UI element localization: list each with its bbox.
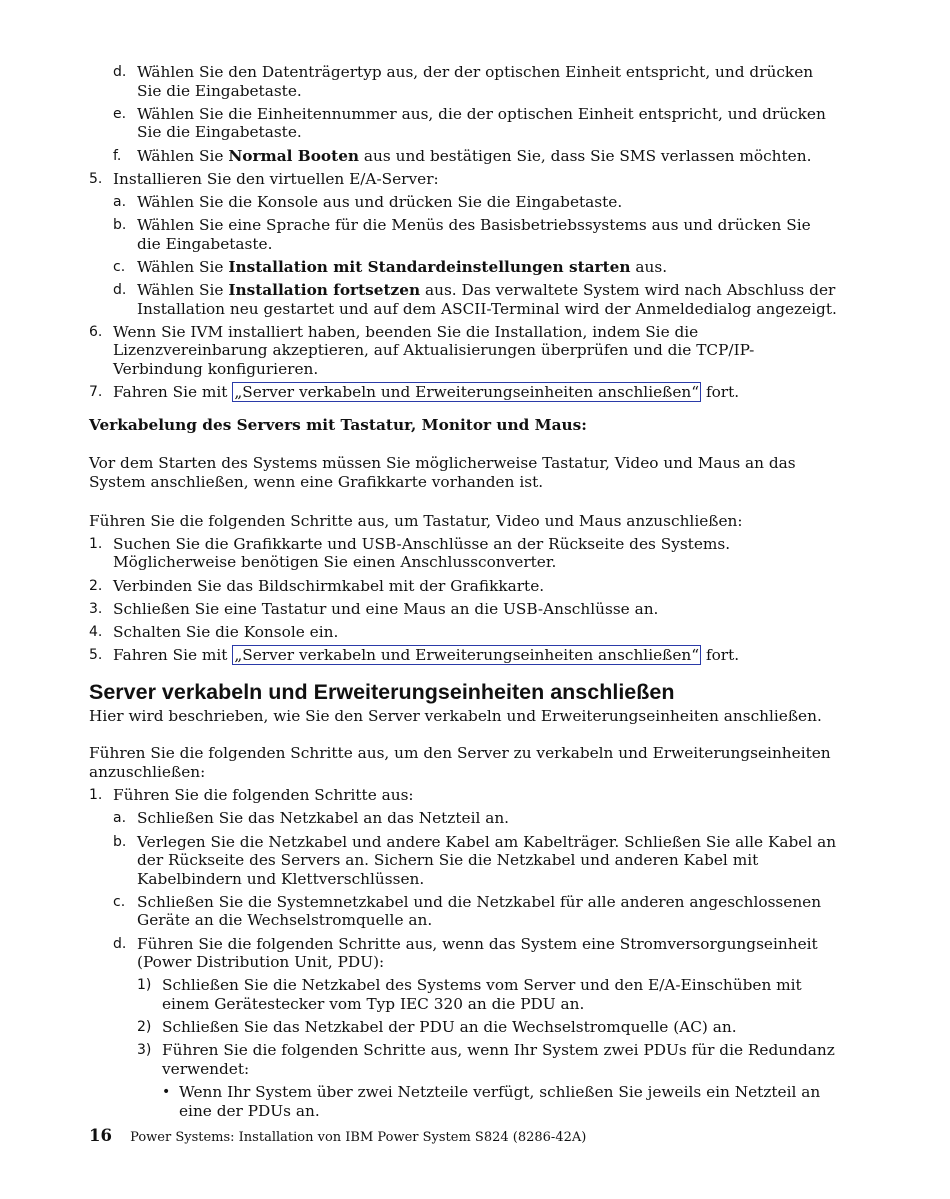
list-text: Wählen Sie die Konsole aus und drücken Sie die Eingabetaste. [137, 192, 623, 211]
list-item [89, 935, 837, 972]
list-text: Schließen Sie die Systemnetzkabel und die Netzkabel für alle anderen angeschlossenen Geräte an die Wechselstromquelle an. [137, 892, 822, 930]
list-item [89, 170, 837, 189]
list-item [89, 1083, 837, 1120]
list-text: aus und bestätigen Sie, dass Sie SMS verlassen möchten. [359, 146, 812, 165]
list-text: Verbinden Sie das Bildschirmkabel mit der Grafikkarte. [113, 576, 545, 595]
paragraph: Führen Sie die folgenden Schritte aus, um Tastatur, Video und Maus anzuschließen: [89, 511, 743, 530]
list-text: Führen Sie die folgenden Schritte aus: [113, 786, 414, 805]
list-text: Verlegen Sie die Netzkabel und andere Kabel am Kabelträger. Schließen Sie alle Kabel an der Rückseite des Servers an. Sichern Sie die Netzkabel und anderen Kabel mit Kabelbindern und Klettverschlüssen. [137, 832, 837, 888]
list-text: Wählen Sie [137, 281, 229, 300]
list-text: Wenn Ihr System über zwei Netzteile verfügt, schließen Sie jeweils ein Netzteil an eine der PDUs an. [179, 1083, 821, 1120]
list-item [89, 216, 837, 253]
list-item [89, 833, 837, 889]
list-item [89, 193, 837, 212]
list-text: fort. [701, 646, 740, 665]
list-item [89, 258, 837, 277]
footer-title: Power Systems: Installation von IBM Power System S824 (8286-42A) [130, 1130, 587, 1145]
list-marker: 2. [89, 577, 103, 594]
list-text: Wenn Sie IVM installiert haben, beenden Sie die Installation, indem Sie die Lizenzvereinbarung akzeptieren, auf Aktualisierungen überprüfen und die TCP/IP-Verbindung konfigurieren. [113, 322, 755, 379]
list-text: Installieren Sie den virtuellen E/A-Server: [113, 169, 439, 188]
bullet-marker: • [162, 1084, 171, 1101]
list-text: Wählen Sie [137, 146, 229, 165]
list-text: Fahren Sie mit [113, 646, 233, 665]
list-marker: 3. [89, 600, 103, 617]
list-item [89, 600, 837, 619]
list-item [89, 383, 837, 402]
list-text: Schließen Sie die Netzkabel des Systems vom Server und den E/A-Einschüben mit einem Gerätestecker vom Typ IEC 320 an die PDU an. [162, 976, 802, 1014]
list-text: Wählen Sie eine Sprache für die Menüs des Basisbetriebssystems aus und drücken Sie die Eingabetaste. [137, 216, 811, 253]
list-marker: b. [113, 833, 127, 850]
list-text: Suchen Sie die Grafikkarte und USB-Anschlüsse an der Rückseite des Systems. Möglicherweise benötigen Sie einen Anschlussconverter. [113, 534, 731, 572]
list-marker: a. [113, 193, 127, 210]
list-marker: f. [113, 147, 122, 164]
list-item [89, 1041, 837, 1078]
list-text: Führen Sie die folgenden Schritte aus, wenn Ihr System zwei PDUs für die Redundanz verwendet: [162, 1041, 835, 1078]
list-text: Führen Sie die folgenden Schritte aus, wenn das System eine Stromversorgungseinheit (Power Distribution Unit, PDU): [137, 934, 818, 972]
section-heading: Server verkabeln und Erweiterungseinheiten anschließen [89, 679, 675, 704]
subheading: Verkabelung des Servers mit Tastatur, Monitor und Maus: [89, 415, 587, 434]
ui-term: Installation fortsetzen [228, 281, 421, 300]
list-text: fort. [701, 383, 740, 402]
ui-term: Normal Booten [228, 146, 360, 165]
list-item [89, 623, 837, 642]
list-text: Schalten Sie die Konsole ein. [113, 622, 339, 641]
list-text: Schließen Sie das Netzkabel der PDU an die Wechselstromquelle (AC) an. [162, 1018, 737, 1037]
list-marker: 1) [137, 977, 152, 994]
ui-term: Installation mit Standardeinstellungen starten [228, 257, 631, 276]
list-text: Wählen Sie die Einheitennummer aus, die der optischen Einheit entspricht, und drücken Sie die Eingabetaste. [137, 104, 826, 142]
list-item [89, 535, 837, 572]
list-text: Schließen Sie eine Tastatur und eine Maus an die USB-Anschlüsse an. [113, 599, 659, 618]
list-item [89, 105, 837, 142]
list-marker: 1. [89, 535, 103, 552]
list-marker: c. [113, 893, 126, 910]
list-marker: 1. [89, 787, 103, 804]
section-link[interactable]: „Server verkabeln und Erweiterungseinheiten anschließen“ [234, 646, 700, 665]
paragraph: Vor dem Starten des Systems müssen Sie möglicherweise Tastatur, Video und Maus an das System anschließen, wenn eine Grafikkarte vorhanden ist. [89, 454, 796, 492]
page-footer [89, 1126, 586, 1145]
list-text: Wählen Sie [137, 257, 229, 276]
list-marker: 6. [89, 323, 103, 340]
list-text: aus. Das verwaltete System wird nach Abschluss der Installation neu gestartet und auf dem ASCII-Terminal wird der Anmeldedialog angezeigt. [137, 281, 837, 318]
list-item [89, 893, 837, 930]
list-marker: a. [113, 810, 127, 827]
list-marker: 3) [137, 1042, 152, 1059]
list-marker: 2) [137, 1019, 152, 1036]
list-item [89, 786, 837, 805]
list-marker: b. [113, 217, 127, 234]
list-marker: 4. [89, 623, 103, 640]
list-marker: c. [113, 258, 126, 275]
list-text: Wählen Sie den Datenträgertyp aus, der der optischen Einheit entspricht, und drücken Sie die Eingabetaste. [137, 63, 814, 100]
list-text: Schließen Sie das Netzkabel an das Netzteil an. [137, 809, 510, 828]
list-text: aus. [630, 257, 668, 276]
page-number: 16 [89, 1126, 112, 1145]
list-text: Fahren Sie mit [113, 383, 233, 402]
list-marker: 5. [89, 647, 103, 664]
list-item [89, 646, 837, 665]
list-marker: d. [113, 935, 127, 952]
list-item [89, 577, 837, 596]
document-page [89, 63, 837, 1120]
paragraph: Führen Sie die folgenden Schritte aus, um den Server zu verkabeln und Erweiterungseinheiten anzuschließen: [89, 744, 831, 781]
list-marker: d. [113, 282, 127, 299]
list-marker: e. [113, 105, 127, 122]
list-marker: 5. [89, 170, 103, 187]
list-item [89, 976, 837, 1013]
list-item [89, 809, 837, 828]
list-item [89, 63, 837, 100]
list-marker: d. [113, 64, 127, 80]
list-marker: 7. [89, 384, 103, 401]
paragraph: Hier wird beschrieben, wie Sie den Server verkabeln und Erweiterungseinheiten anschließen. [89, 706, 822, 725]
list-item [89, 323, 837, 379]
list-item [89, 281, 837, 318]
list-item [89, 1018, 837, 1037]
section-link[interactable]: „Server verkabeln und Erweiterungseinheiten anschließen“ [234, 383, 700, 402]
list-item [89, 147, 837, 166]
